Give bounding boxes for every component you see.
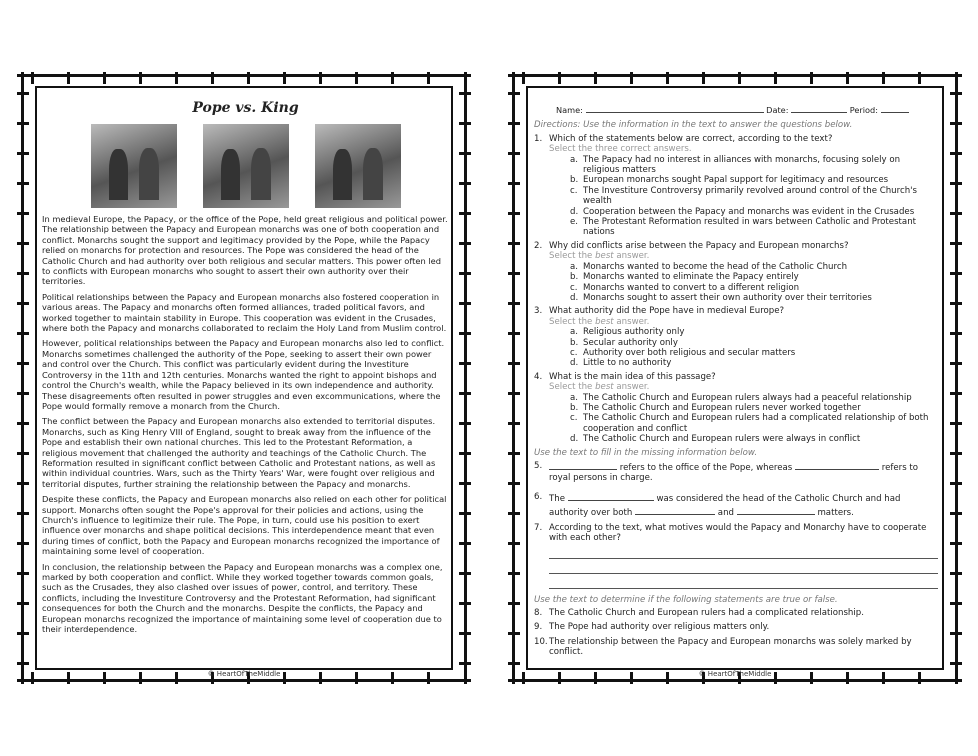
question-7: 7. According to the text, what motives would the Papacy and Monarchy have to cooperate with each other? [534, 522, 927, 544]
paragraph: Despite these conflicts, the Papacy and European monarchs also relied on each other for political support. Monarchs often sought the Pope's approval for their policies and actions, using the Church's influence to legitimize their rule. The Pope, in turn, could use his position to exert influence over monarchs and shape political decisions. This interdependence meant that even during times of conflict, both the Papacy and European monarchs recognized the importance of maintaining some level of cooperation. [42, 494, 447, 557]
directions-fill-in: Use the text to fill in the missing information below. [534, 447, 758, 458]
answer-option[interactable]: c. Authority over both religious and secular matters [570, 347, 796, 358]
directions-questions: Directions: Use the information in the text to answer the questions below. [534, 120, 853, 131]
name-field[interactable] [586, 104, 764, 113]
copyright-footer: © HeartOfTheMiddle [207, 670, 281, 678]
questions-content [534, 104, 938, 664]
period-label: Period: [849, 105, 878, 115]
answer-option[interactable]: c. Monarchs wanted to convert to a different religion [570, 282, 800, 293]
illustration-row [42, 124, 449, 208]
illustration-pope-and-king [203, 124, 289, 208]
answer-option[interactable]: b. European monarchs sought Papal support for legitimacy and resources [570, 175, 889, 186]
question-10: 10. The relationship between the Papacy and European monarchs was solely marked by conflict. [534, 636, 912, 658]
questions-page [508, 72, 962, 684]
question-1: 1. Which of the statements below are correct, according to the text? [534, 133, 833, 144]
fill-in-blank[interactable] [549, 461, 617, 470]
date-field[interactable] [791, 104, 847, 113]
question-instruction: Select the best answer. [549, 382, 650, 393]
question-instruction: Select the best answer. [549, 316, 650, 327]
directions-true-false: Use the text to determine if the following statements are true or false. [534, 594, 838, 605]
q2-options [534, 262, 938, 304]
answer-option[interactable]: c. The Catholic Church and European rulers had a complicated relationship of both cooperation and conflict [570, 413, 929, 434]
answer-option[interactable]: a. The Catholic Church and European rulers always had a peaceful relationship [570, 392, 912, 403]
answer-option[interactable]: d. Little to no authority [570, 358, 672, 369]
question-2: 2. Why did conflicts arise between the Papacy and European monarchs? [534, 240, 849, 251]
question-9: 9. The Pope had authority over religious matters only. [534, 622, 770, 633]
question-3: 3. What authority did the Pope have in medieval Europe? [534, 306, 785, 317]
paragraph: In conclusion, the relationship between the Papacy and European monarchs was a complex one, marked by both cooperation and conflict. While they worked together towards common goals, such as the Crusades, they also clashed over issues of power, control, and territory. These conflicts, including the Investiture Controversy and the Protestant Reformation, had significant consequences for both the Church and the monarchs. Despite the conflicts, the Papacy and European monarchs recognized the importance of maintaining some level of cooperation due to their interdependence. [42, 561, 443, 635]
fill-in-blank[interactable] [795, 461, 879, 470]
answer-option[interactable]: a. The Papacy had no interest in alliances with monarchs, focusing solely on religious matters [570, 154, 901, 176]
paragraph: The conflict between the Papacy and European monarchs also extended to territorial disputes. Monarchs, such as King Henry VIII of England, sought to break away from the influence of the Pope and establish their own national churches. This led to the Protestant Reformation, a religious movement that challenged the authority and teachings of the Catholic Church. The Reformation resulted in significant conflict between Catholic and Protestant nations, as well as within individual countries. Wars, such as the Thirty Years' War, were fought over religious and territorial disputes, further straining the relationship between the Papacy and monarchs. [42, 416, 436, 489]
reading-page [17, 72, 471, 684]
fill-in-blank[interactable] [737, 506, 815, 515]
paragraph: However, political relationships between the Papacy and European monarchs also led to conflict. Monarchs sometimes challenged the authority of the Pope, seeking to assert their own power and control over the Church. This conflict was particularly evident during the Investiture Controversy in the 11th and 12th centuries. Monarchs wanted the right to appoint bishops and control the Church's wealth, while the Papacy believed in its own independence and authority. These disagreements often resulted in power struggles and even excommunications, where the Pope would formally remove a monarch from the Church. [42, 338, 445, 411]
answer-option[interactable]: b. Secular authority only [570, 337, 678, 348]
answer-option[interactable]: d. Monarchs sought to assert their own authority over their territories [570, 292, 872, 303]
answer-option[interactable]: a. Monarchs wanted to become the head of the Catholic Church [570, 261, 848, 272]
question-instruction: Select the three correct answers. [549, 144, 692, 155]
copyright-footer: © HeartOfTheMiddle [698, 670, 772, 678]
question-5: 5. refers to the office of the Pope, whereas refers to royal persons in charge. [534, 461, 919, 484]
answer-option[interactable]: b. Monarchs wanted to eliminate the Papacy entirely [570, 272, 799, 283]
answer-option[interactable]: d. Cooperation between the Papacy and monarchs was evident in the Crusades [570, 206, 915, 217]
answer-option[interactable]: a. Religious authority only [570, 327, 685, 338]
reading-content [42, 96, 449, 664]
date-label: Date: [766, 105, 789, 115]
paragraph: In medieval Europe, the Papacy, or the office of the Pope, held great religious and political power. The relationship between the Papacy and European monarchs was one of both cooperation and conflict. Monarchs sought the support and legitimacy provided by the Pope, while the Papacy relied on monarchs for protection and resources. The Pope was considered the head of the Catholic Church and had authority over both religious and secular matters. This power often led to conflicts with European monarchs who sought to assert their own authority over their territories. [42, 214, 448, 287]
period-field[interactable] [881, 104, 909, 113]
question-4: 4. What is the main idea of this passage? [534, 371, 716, 382]
answer-option[interactable]: c. The Investiture Controversy primarily revolved around control of the Church's wealth [570, 185, 917, 207]
q1-options [534, 155, 938, 238]
q3-options [534, 327, 938, 369]
answer-option[interactable]: d. The Catholic Church and European rulers were always in conflict [570, 434, 861, 445]
q4-options [534, 393, 938, 445]
fill-in-blank[interactable] [568, 492, 654, 501]
illustration-cathedral [315, 124, 401, 208]
name-label: Name: [556, 105, 583, 115]
illustration-pope [91, 124, 177, 208]
question-6: 6. The was considered the head of the Catholic Church and had authority over both and matters. [534, 491, 901, 518]
question-8: 8. The Catholic Church and European rulers had a complicated relationship. [534, 608, 864, 619]
fill-in-blank[interactable] [635, 506, 715, 515]
answer-option[interactable]: b. The Catholic Church and European rulers never worked together [570, 402, 861, 413]
paragraph: Political relationships between the Papacy and European monarchs also fostered cooperation in various areas. The Papacy and monarchs often formed alliances, traded political favors, and worked together to maintain stability in Europe. This cooperation was evident in the Crusades, where both the Papacy and monarchs collaborated to reclaim the Holy Land from Muslim control. [42, 291, 447, 334]
question-instruction: Select the best answer. [549, 251, 650, 262]
answer-option[interactable]: e. The Protestant Reformation resulted in wars between Catholic and Protestant nations [570, 217, 917, 238]
header-fields [534, 104, 938, 115]
answer-lines[interactable] [549, 544, 938, 589]
page-title: Pope vs. King [192, 100, 299, 116]
